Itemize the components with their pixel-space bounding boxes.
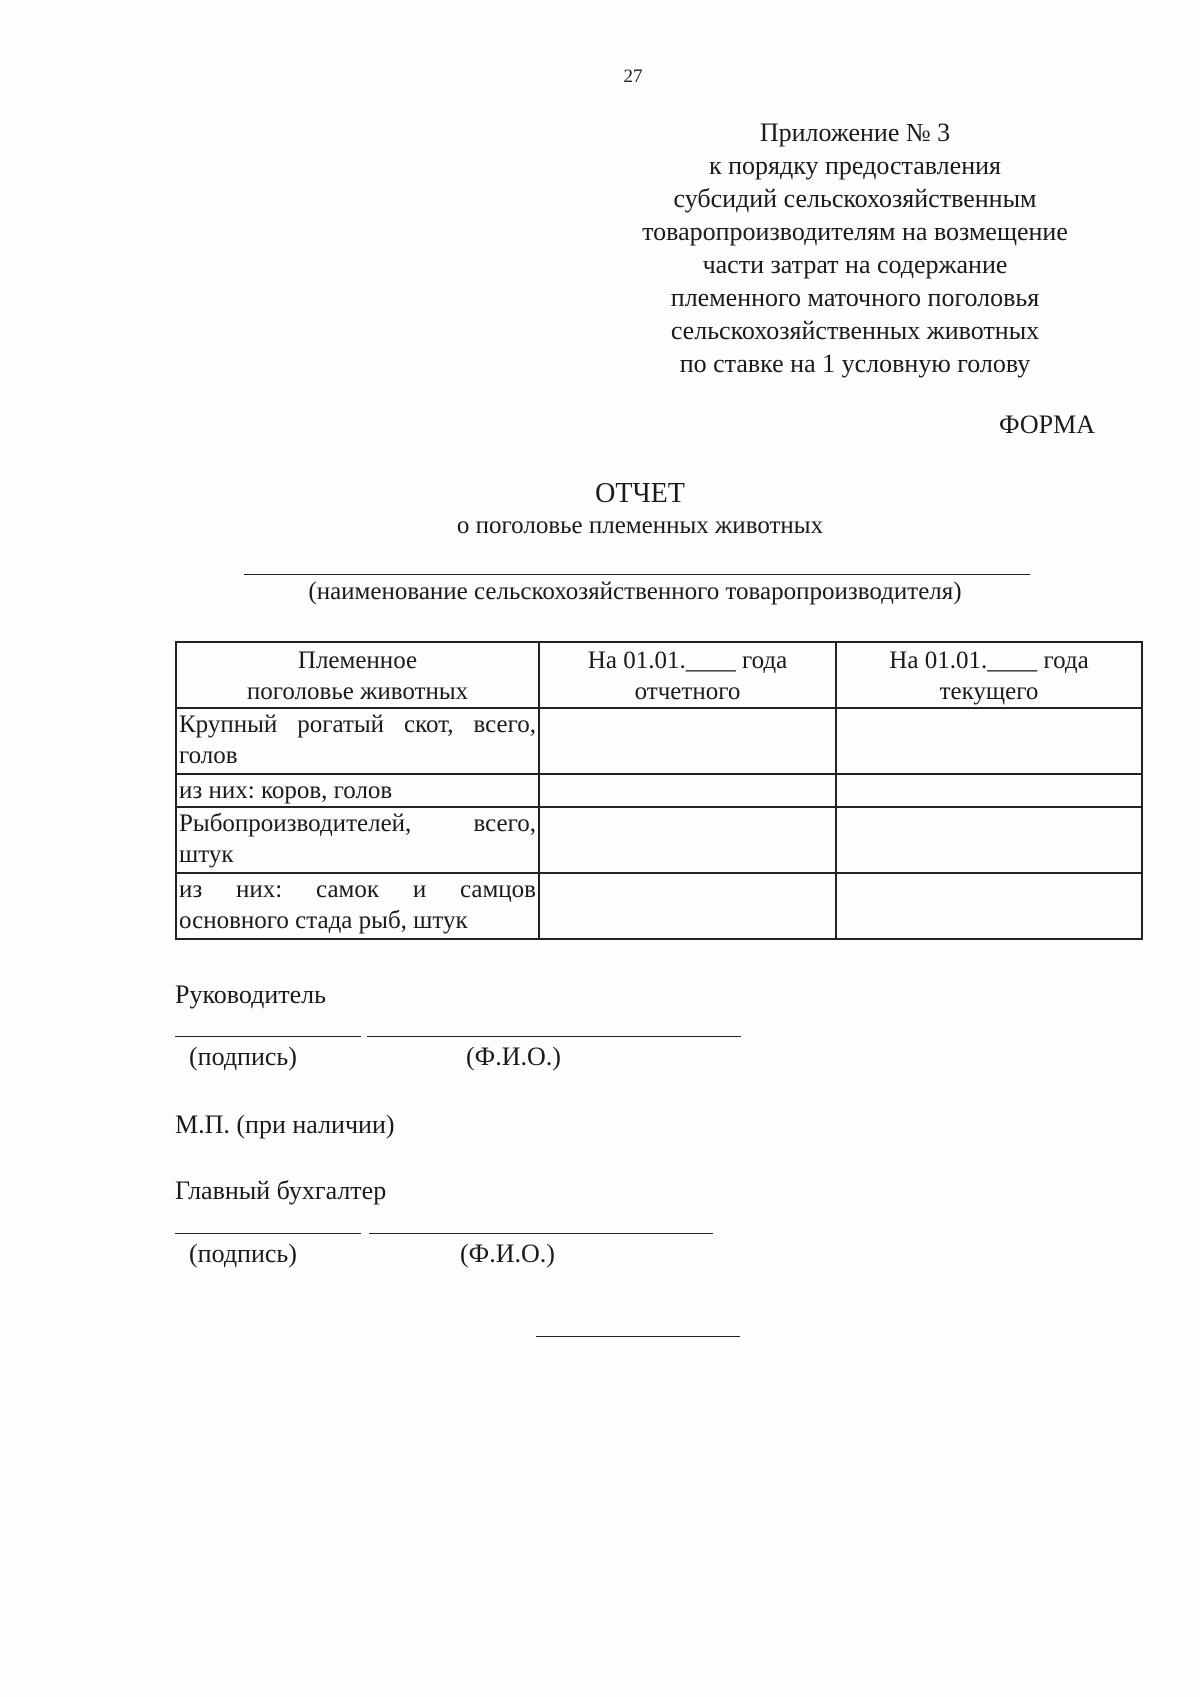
head-signature-caption: (подпись)	[189, 1042, 297, 1071]
row-label: из них: коров, голов	[176, 774, 539, 807]
document-title: ОТЧЕТ	[595, 478, 685, 509]
head-name-caption: (Ф.И.О.)	[466, 1042, 561, 1071]
head-label: Руководитель	[175, 980, 326, 1009]
row-label: Крупный рогатый скот, всего, голов	[176, 708, 539, 774]
table-row	[176, 807, 1142, 873]
producer-name-field[interactable]	[244, 574, 1030, 575]
annex-line: по ставке на 1 условную голову	[679, 349, 1031, 378]
stamp-label: М.П. (при наличии)	[175, 1110, 395, 1139]
form-label: ФОРМА	[999, 410, 1095, 439]
producer-name-caption: (наименование сельскохозяйственного товаропроизводителя)	[308, 578, 962, 605]
accountant-name-field[interactable]	[369, 1233, 713, 1234]
table-row	[176, 708, 1142, 774]
header-livestock: Племенное поголовье животных	[176, 642, 539, 708]
row-label: Рыбопроизводителей, всего, штук	[176, 807, 539, 873]
header-current-year: На 01.01.____ года текущего	[836, 642, 1142, 708]
document-subtitle: о поголовье племенных животных	[456, 512, 824, 539]
accountant-name-caption: (Ф.И.О.)	[460, 1239, 555, 1268]
annex-line: Приложение № 3	[759, 118, 951, 147]
annex-block	[620, 116, 1090, 380]
cell-current[interactable]	[836, 873, 1142, 939]
annex-line: части затрат на содержание	[702, 250, 1008, 279]
annex-line: к порядку предоставления	[709, 151, 1001, 180]
cell-reporting[interactable]	[539, 708, 836, 774]
cell-current[interactable]	[836, 807, 1142, 873]
cell-reporting[interactable]	[539, 807, 836, 873]
livestock-report-table	[175, 641, 1143, 940]
row-label: из них: самок и самцов основного стада рыб, штук	[176, 873, 539, 939]
cell-current[interactable]	[836, 774, 1142, 807]
annex-line: сельскохозяйственных животных	[670, 316, 1040, 345]
annex-line: племенного маточного поголовья	[670, 283, 1040, 312]
cell-reporting[interactable]	[539, 873, 836, 939]
annex-line: субсидий сельскохозяйственным	[673, 184, 1037, 213]
table-row	[176, 774, 1142, 807]
closing-divider	[536, 1336, 740, 1337]
head-signature-field[interactable]	[175, 1036, 361, 1037]
cell-current[interactable]	[836, 708, 1142, 774]
accountant-signature-field[interactable]	[175, 1233, 361, 1234]
accountant-label: Главный бухгалтер	[175, 1176, 387, 1205]
table-row	[176, 873, 1142, 939]
annex-line: товаропроизводителям на возмещение	[642, 217, 1068, 246]
accountant-signature-caption: (подпись)	[189, 1239, 297, 1268]
table-header-row	[176, 642, 1142, 708]
cell-reporting[interactable]	[539, 774, 836, 807]
page-number: 27	[623, 66, 643, 87]
head-name-field[interactable]	[367, 1036, 741, 1037]
header-reporting-year: На 01.01.____ года отчетного	[539, 642, 836, 708]
